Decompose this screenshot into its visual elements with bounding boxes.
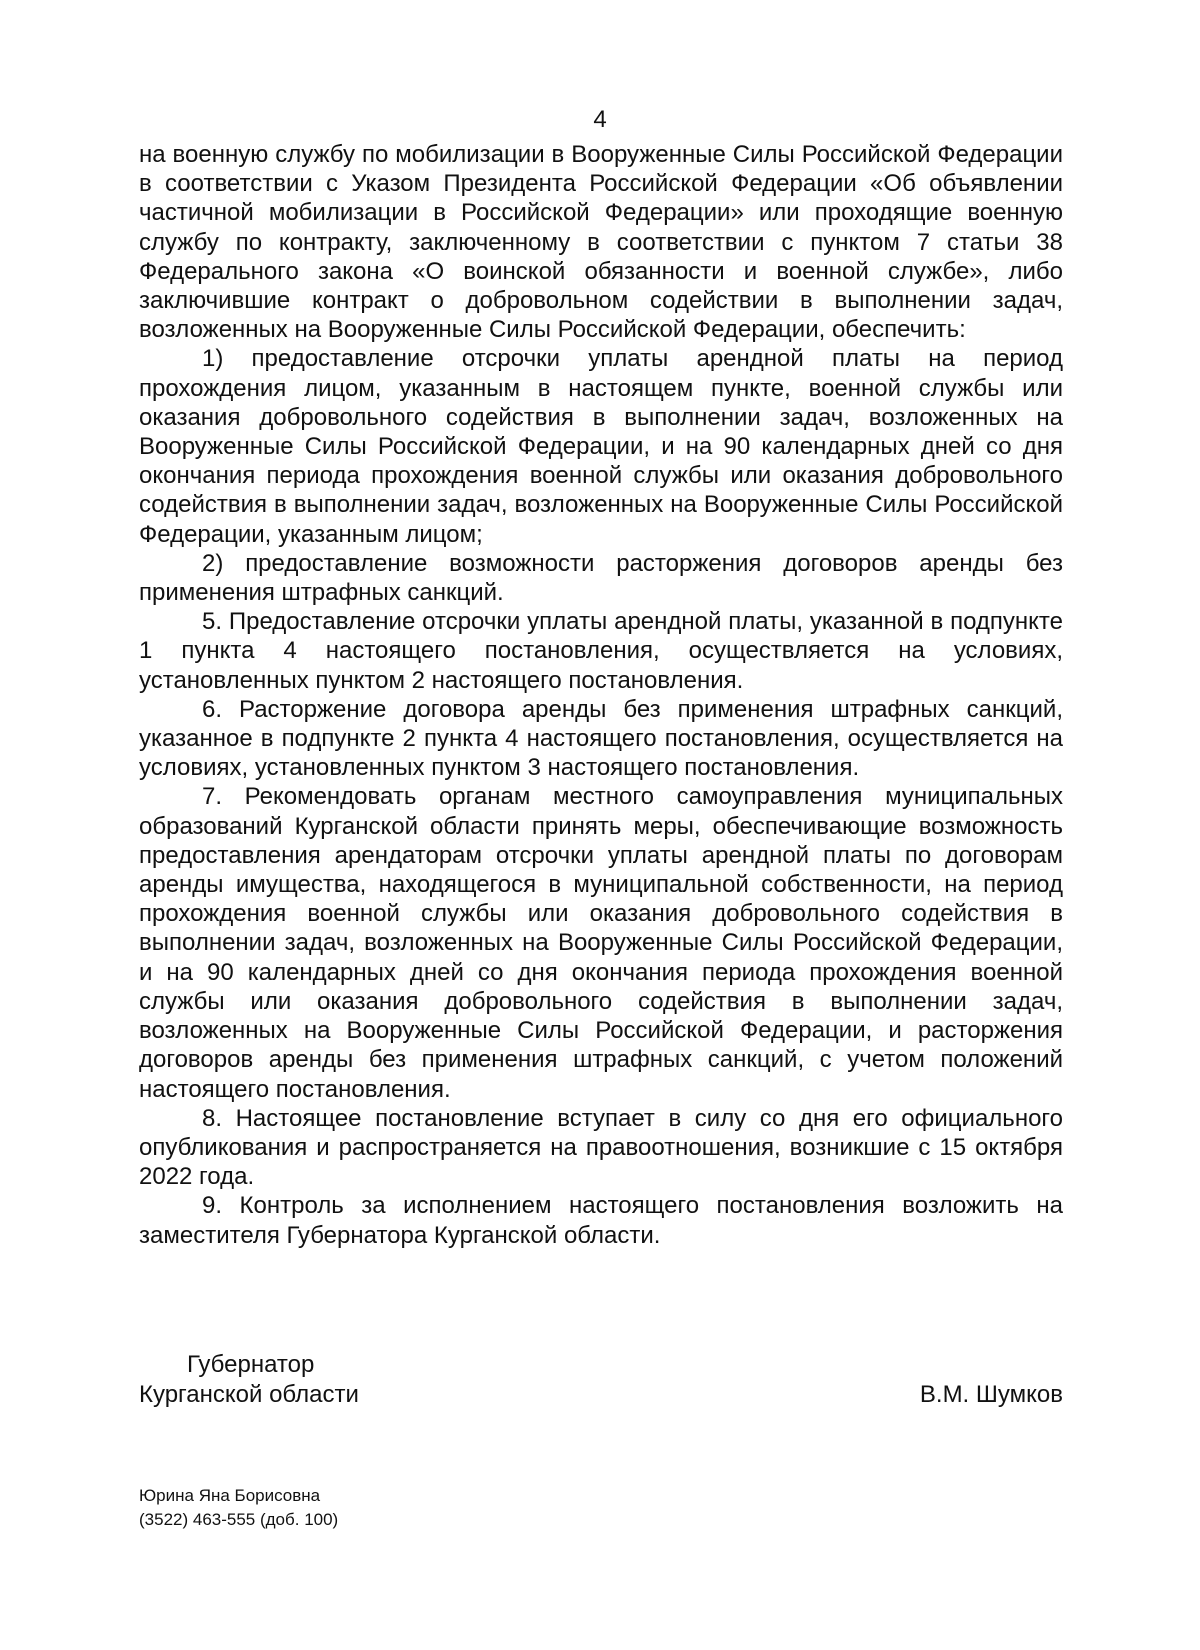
contact-phone: (3522) 463-555 (доб. 100): [139, 1510, 339, 1529]
paragraph-9: 9. Контроль за исполнением настоящего постановления возложить на заместителя Губернатора Курганской области.: [139, 1192, 1063, 1249]
document-body: [139, 140, 1063, 1250]
paragraph-6: 6. Расторжение договора аренды без применения штрафных санкций, указанное в подпункте 2 пункта 4 настоящего постановления, осуществляется на условиях, установленных пунктом 3 настоящего постановления.: [139, 695, 1063, 782]
subparagraph-2: 2) предоставление возможности расторжения договоров аренды без применения штрафных санкций.: [139, 549, 1063, 607]
paragraph-8: 8. Настоящее постановление вступает в силу со дня его официального опубликования и распространяется на правоотношения, возникшие с 15 октября 2022 года.: [139, 1104, 1063, 1191]
signatory-title-line1: Губернатор: [187, 1351, 315, 1378]
paragraph-continuation: на военную службу по мобилизации в Вооруженные Силы Российской Федерации в соответствии с Указом Президента Российской Федерации «Об объявлении частичной мобилизации в Российской Федерации» или проходящие военную службу по контракту, заключенному в соответствии с пунктом 7 статьи 38 Федерального закона «О воинской обязанности и военной службе», либо заключившие контракт о добровольном содействии в выполнении задач, возложенных на Вооруженные Силы Российской Федерации, обеспечить:: [139, 141, 1063, 344]
signatory-title-line2: Курганской области: [139, 1381, 359, 1408]
paragraph-5: 5. Предоставление отсрочки уплаты арендной платы, указанной в подпункте 1 пункта 4 настоящего постановления, осуществляется на условиях, установленных пунктом 2 настоящего постановления.: [139, 608, 1063, 694]
subparagraph-1: 1) предоставление отсрочки уплаты арендной платы на период прохождения лицом, указанным в настоящем пункте, военной службы или оказания добровольного содействия в выполнении задач, возложенных на Вооруженные Силы Российской Федерации, и на 90 календарных дней со дня окончания периода прохождения военной службы или оказания добровольного содействия в выполнении задач, возложенных на Вооруженные Силы Российской Федерации, указанным лицом;: [139, 345, 1063, 548]
contact-block: [139, 1484, 338, 1532]
contact-name: Юрина Яна Борисовна: [139, 1486, 321, 1505]
paragraph-7: 7. Рекомендовать органам местного самоуправления муниципальных образований Курганской области принять меры, обеспечивающие возможность предоставления арендаторам отсрочки уплаты арендной платы по договорам аренды имущества, находящегося в муниципальной собственности, на период прохождения военной службы или оказания добровольного содействия в выполнении задач, возложенных на Вооруженные Силы Российской Федерации, и на 90 календарных дней со дня окончания периода прохождения военной службы или оказания добровольного содействия в выполнении задач, возложенных на Вооруженные Силы Российской Федерации, и расторжения договоров аренды без применения штрафных санкций, с учетом положений настоящего постановления.: [139, 783, 1063, 1103]
page-number: 4: [593, 106, 607, 133]
signatory-title: [139, 1350, 359, 1410]
signatory-name: В.М. Шумков: [919, 1381, 1063, 1408]
